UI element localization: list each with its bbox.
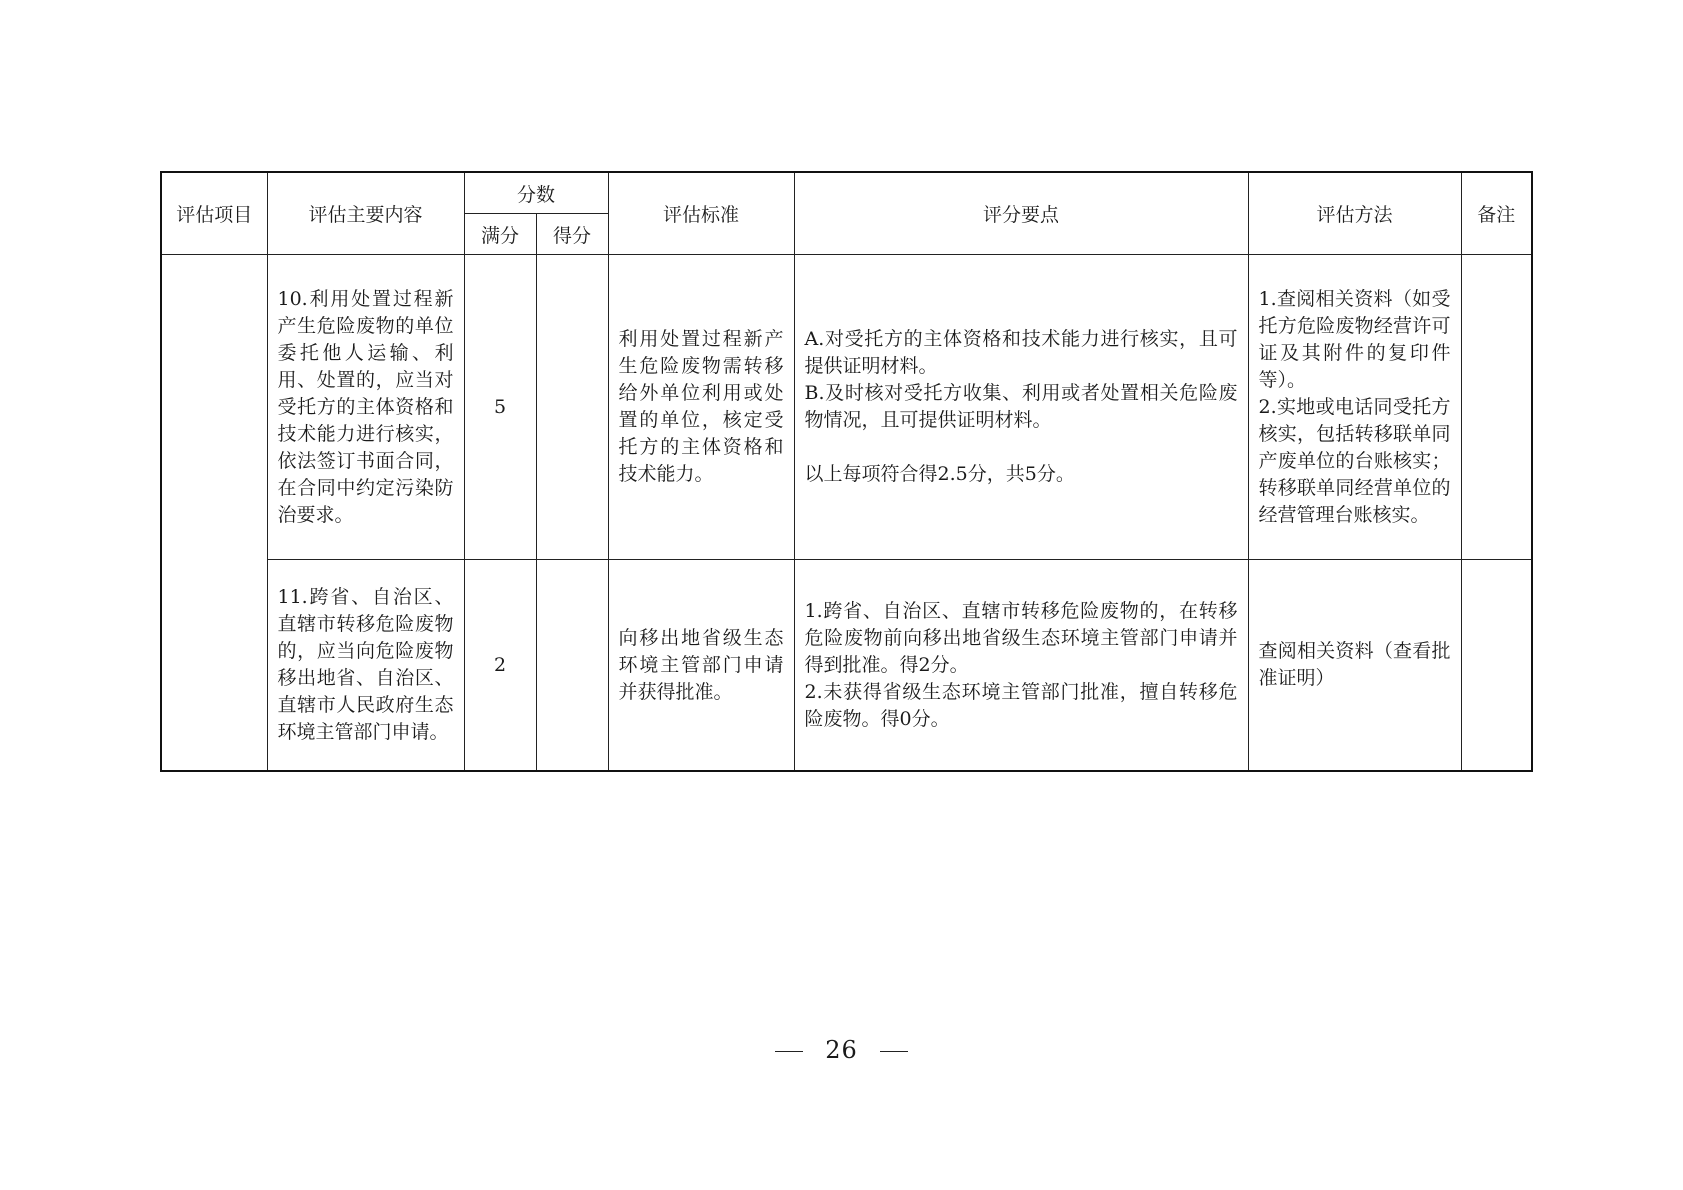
standard-cell: [608, 255, 794, 560]
standard-cell: [608, 560, 794, 772]
page-footer: [0, 1036, 1683, 1064]
method-line: 2.实地或电话同受托方核实，包括转移联单同产废单位的台账核实；转移联单同经营单位的经营管理台账核实。: [1258, 395, 1451, 526]
points-line: A.对受托方的主体资格和技术能力进行核实，且可提供证明材料。: [804, 328, 1238, 377]
table-header-row: [161, 172, 1532, 214]
assessment-table: [160, 171, 1533, 772]
method-line: 查阅相关资料（查看批准证明）: [1258, 640, 1451, 689]
content-cell: [267, 255, 464, 560]
table-row: [161, 560, 1532, 772]
header-item: 评估项目: [161, 172, 267, 255]
standard-text: 向移出地省级生态环境主管部门申请并获得批准。: [618, 626, 784, 703]
full-score-cell: 2: [464, 560, 536, 772]
full-score-cell: 5: [464, 255, 536, 560]
content-text: 11.跨省、自治区、直辖市转移危险废物的，应当向危险废物移出地省、自治区、直辖市人民政府生态环境主管部门申请。: [277, 586, 454, 743]
header-score: 分数: [464, 172, 608, 214]
header-content: 评估主要内容: [267, 172, 464, 255]
method-line: 1.查阅相关资料（如受托方危险废物经营许可证及其附件的复印件等）。: [1258, 287, 1451, 391]
header-points: 评分要点: [794, 172, 1248, 255]
header-standard: 评估标准: [608, 172, 794, 255]
remark-cell: [1461, 560, 1532, 772]
points-line: 2.未获得省级生态环境主管部门批准，擅自转移危险废物。得0分。: [804, 680, 1238, 730]
table-row: [161, 255, 1532, 560]
points-line: B.及时核对受托方收集、利用或者处置相关危险废物情况，且可提供证明材料。: [804, 382, 1238, 431]
got-score-cell: [536, 255, 608, 560]
content-text: 10.利用处置过程新产生危险废物的单位委托他人运输、利用、处置的，应当对受托方的主体资格和技术能力进行核实，依法签订书面合同，在合同中约定污染防治要求。: [277, 287, 454, 526]
footer-dash-right: [880, 1051, 908, 1053]
footer-dash-left: [775, 1051, 803, 1053]
item-cell: [161, 255, 267, 772]
points-cell: [794, 560, 1248, 772]
header-method: 评估方法: [1248, 172, 1461, 255]
points-summary: 以上每项符合得2.5分，共5分。: [804, 463, 1075, 485]
standard-text: 利用处置过程新产生危险废物需转移给外单位利用或处置的单位，核定受托方的主体资格和技术能力。: [618, 328, 784, 485]
points-cell: [794, 255, 1248, 560]
points-line: 1.跨省、自治区、直辖市转移危险废物的，在转移危险废物前向移出地省级生态环境主管部门申请并得到批准。得2分。: [804, 599, 1238, 676]
header-full-score: 满分: [464, 214, 536, 255]
header-remark: 备注: [1461, 172, 1532, 255]
remark-cell: [1461, 255, 1532, 560]
method-cell: [1248, 560, 1461, 772]
content-cell: [267, 560, 464, 772]
method-cell: [1248, 255, 1461, 560]
header-got-score: 得分: [536, 214, 608, 255]
page-number: 26: [825, 1036, 858, 1064]
got-score-cell: [536, 560, 608, 772]
